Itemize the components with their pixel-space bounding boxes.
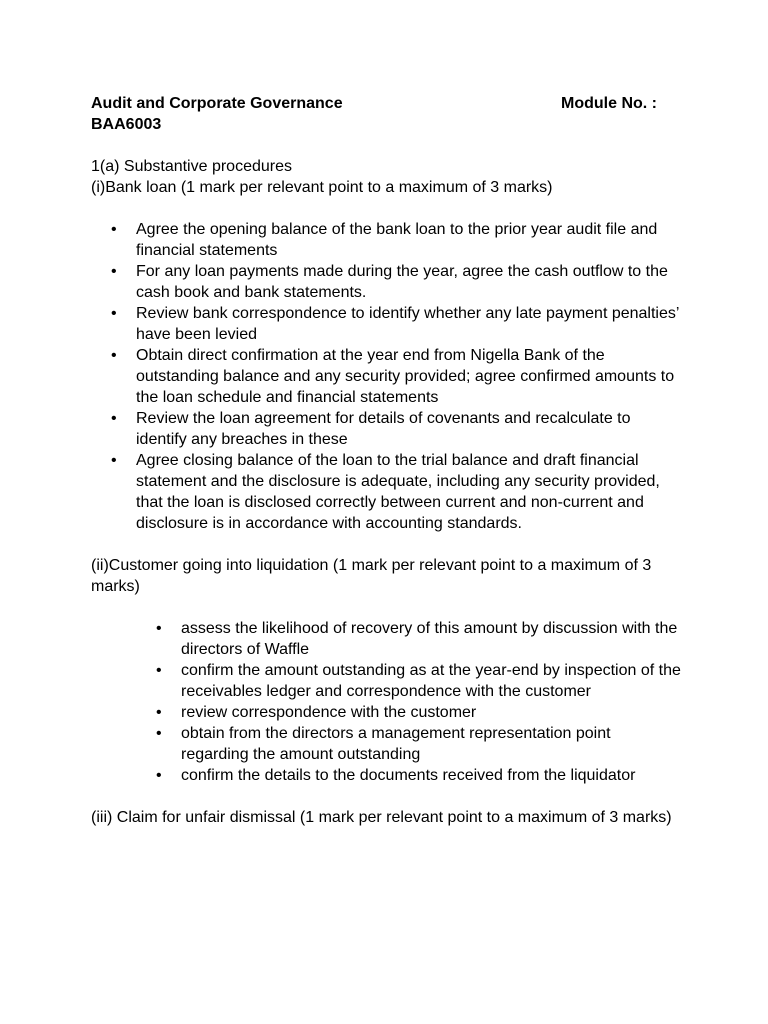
list-item-text: Review bank correspondence to identify whether any late payment penalties’ have been levied	[136, 305, 679, 343]
list-item	[111, 261, 681, 303]
list-item-text: assess the likelihood of recovery of this amount by discussion with the directors of Waffle	[181, 620, 678, 658]
bank-loan-list	[111, 219, 681, 534]
list-item	[111, 345, 681, 408]
list-item	[111, 303, 681, 345]
list-item	[111, 408, 681, 450]
list-item	[156, 702, 681, 723]
list-item	[111, 219, 681, 261]
list-item	[156, 765, 681, 786]
list-item	[156, 660, 681, 702]
bullet-icon: •	[111, 221, 117, 238]
document-page	[91, 93, 691, 828]
spacer	[91, 135, 691, 156]
list-item-text: Agree the opening balance of the bank loan to the prior year audit file and financial statements	[136, 221, 658, 259]
list-item-text: Agree closing balance of the loan to the trial balance and draft financial statement and the disclosure is adequate, including any security provided, that the loan is disclosed correctly between current and non-current and disclosure is in accordance with accounting standards.	[136, 452, 660, 532]
bullet-icon: •	[111, 410, 117, 427]
bullet-icon: •	[111, 263, 117, 280]
subsection-ii-heading: (ii)Customer going into liquidation (1 mark per relevant point to a maximum of 3 marks)	[91, 557, 652, 595]
bullet-icon: •	[156, 767, 162, 784]
list-item-text: confirm the amount outstanding as at the year-end by inspection of the receivables ledger and correspondence with the customer	[181, 662, 681, 700]
list-item-text: obtain from the directors a management representation point regarding the amount outstanding	[181, 725, 611, 763]
spacer	[91, 534, 691, 555]
module-code: BAA6003	[91, 116, 162, 133]
list-item-text: confirm the details to the documents received from the liquidator	[181, 767, 636, 784]
bullet-icon: •	[111, 452, 117, 469]
course-title: Audit and Corporate Governance	[91, 95, 343, 112]
subsection-iii-heading: (iii) Claim for unfair dismissal (1 mark per relevant point to a maximum of 3 marks)	[91, 809, 672, 826]
list-item-text: Review the loan agreement for details of covenants and recalculate to identify any breaches in these	[136, 410, 631, 448]
bullet-icon: •	[156, 725, 162, 742]
bullet-icon: •	[111, 347, 117, 364]
bullet-icon: •	[156, 620, 162, 637]
list-item	[156, 618, 681, 660]
section-heading: 1(a) Substantive procedures	[91, 158, 292, 175]
list-item-text: For any loan payments made during the year, agree the cash outflow to the cash book and bank statements.	[136, 263, 668, 301]
spacer	[91, 786, 691, 807]
list-item-text: Obtain direct confirmation at the year end from Nigella Bank of the outstanding balance and any security provided; agree confirmed amounts to the loan schedule and financial statements	[136, 347, 675, 406]
spacer	[91, 198, 691, 219]
bullet-icon: •	[156, 704, 162, 721]
document-header	[91, 93, 691, 114]
spacer	[91, 597, 691, 618]
list-item	[156, 723, 681, 765]
liquidation-list	[156, 618, 681, 786]
subsection-i-heading: (i)Bank loan (1 mark per relevant point to a maximum of 3 marks)	[91, 179, 553, 196]
list-item	[111, 450, 681, 534]
bullet-icon: •	[156, 662, 162, 679]
module-label: Module No. :	[561, 95, 657, 112]
bullet-icon: •	[111, 305, 117, 322]
list-item-text: review correspondence with the customer	[181, 704, 477, 721]
